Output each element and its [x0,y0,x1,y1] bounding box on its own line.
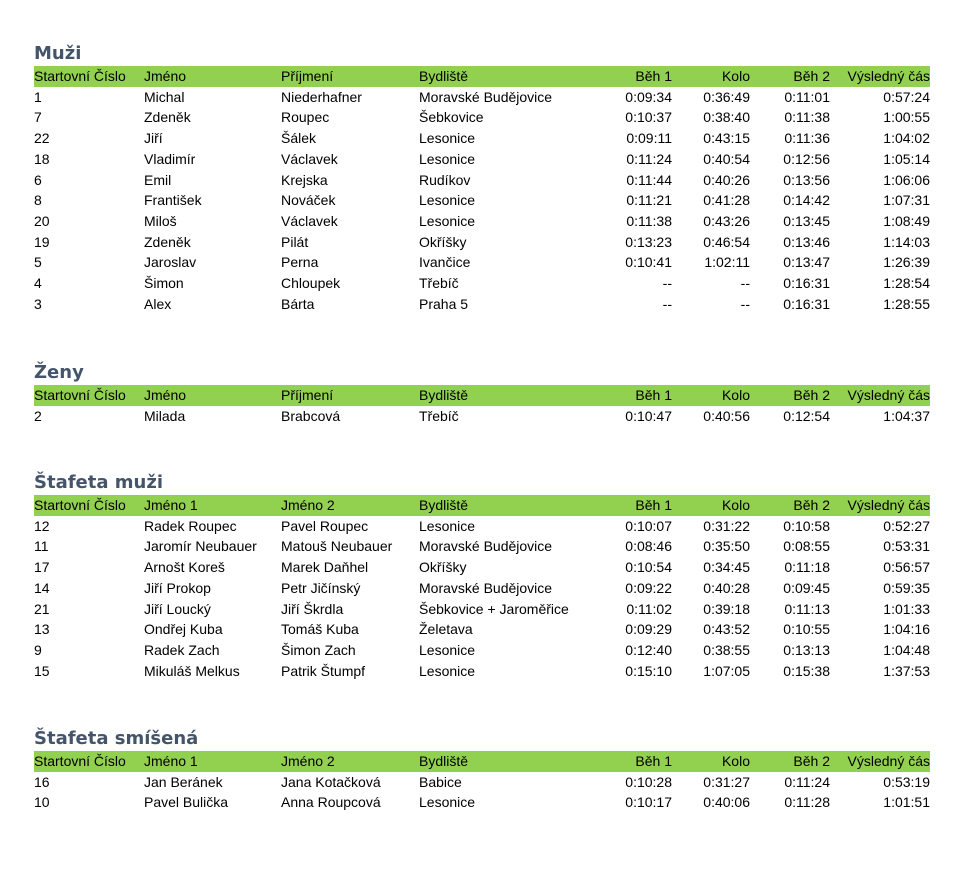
table-cell: 19 [34,233,50,250]
column-header: Běh 2 [793,497,830,513]
table-cell: 0:11:38 [784,109,830,126]
table-cell: 0:16:31 [783,295,830,312]
table-cell: Petr Jičínský [281,579,361,596]
column-header: Výsledný čás [847,68,930,84]
table-cell: 0:11:28 [784,794,830,811]
table-cell: 0:13:13 [783,641,830,658]
table-cell: Třebíč [419,407,459,424]
table-cell: 3 [34,295,42,312]
table-cell: 0:13:46 [783,233,830,250]
table-cell: Moravské Budějovice [419,538,553,555]
table-cell: 0:11:36 [784,130,830,147]
column-header: Kolo [721,387,750,403]
table-row [34,640,930,661]
table-cell: 5 [34,254,42,271]
column-header: Výsledný čás [847,387,930,403]
table-row [34,107,930,128]
table-row [34,211,930,232]
column-header: Bydliště [419,387,469,403]
table-cell: 0:38:55 [703,641,750,658]
column-header: Příjmení [281,68,334,84]
table-cell: 0:13:56 [783,171,830,188]
table-cell: Jana Kotačková [281,773,381,790]
table-cell: 0:40:26 [703,171,750,188]
table-cell: Třebíč [419,275,459,292]
table-header-row [34,66,930,87]
table-cell: 0:10:17 [625,794,672,811]
table-cell: 1 [34,88,42,105]
table-cell: Lesonice [419,794,476,811]
table-cell: 0:59:35 [883,579,930,596]
table-cell: 0:16:31 [783,275,830,292]
table-cell: Želetava [419,621,473,638]
table-cell: Miloš [144,212,177,229]
table-cell: Lesonice [419,517,476,534]
table-cell: Emil [144,171,172,188]
table-cell: Vladimír [144,150,196,167]
table-cell: Lesonice [419,130,476,147]
table-cell: 0:11:24 [784,773,830,790]
table-cell: Rudíkov [419,171,471,188]
table-cell: Lesonice [419,662,476,679]
table-cell: 1:00:55 [883,109,930,126]
table-row [34,128,930,149]
table-cell: Šebkovice [419,109,484,126]
column-header: Kolo [721,68,750,84]
table-cell: 0:11:38 [626,212,672,229]
column-header: Příjmení [281,387,334,403]
table-cell: 1:04:16 [883,621,930,638]
table-cell: 0:12:56 [783,150,830,167]
table-cell: 14 [34,579,50,596]
table-cell: Radek Zach [144,641,220,658]
table-cell: 0:11:01 [784,88,830,105]
table-cell: 1:01:33 [883,600,930,617]
table-cell: 1:02:11 [704,254,750,271]
table-cell: 0:56:57 [883,559,930,576]
table-cell: Václavek [281,150,338,167]
table-cell: Šálek [281,130,317,147]
table-cell: 10 [34,794,50,811]
table-cell: -- [740,295,750,312]
table-cell: Michal [144,88,185,105]
table-cell: Jaromír Neubauer [144,538,257,555]
section-muzi [34,42,930,314]
table-cell: Alex [144,295,172,312]
table-cell: Brabcová [281,407,341,424]
column-header: Jméno 2 [281,497,335,513]
table-cell: Moravské Budějovice [419,88,553,105]
table-cell: 18 [34,150,50,167]
table-cell: 0:15:38 [783,662,830,679]
table-cell: Jaroslav [144,254,197,271]
table-cell: 0:13:47 [783,254,830,271]
table-cell: 0:08:55 [783,538,830,555]
table-cell: Ondřej Kuba [144,621,223,638]
table-cell: Nováček [281,192,336,209]
table-row [34,232,930,253]
table-cell: 0:46:54 [703,233,750,250]
table-cell: 21 [34,600,50,617]
table-cell: Okříšky [419,233,467,250]
section-title: Muži [34,43,82,64]
column-header: Běh 2 [793,387,830,403]
table-cell: 0:11:21 [626,192,672,209]
table-cell: 22 [34,130,50,147]
table-cell: -- [740,275,750,292]
table-cell: Perna [281,254,319,271]
table-header-row [34,385,930,406]
column-header: Bydliště [419,753,469,769]
table-cell: 0:52:27 [883,517,930,534]
column-header: Kolo [721,753,750,769]
table-cell: 2 [34,407,42,424]
column-header: Startovní Číslo [34,68,126,84]
table-cell: Ivančice [419,254,471,271]
table-cell: 8 [34,192,42,209]
table-cell: Praha 5 [419,295,469,312]
table-cell: 1:37:53 [883,662,930,679]
table-cell: 1:08:49 [883,212,930,229]
table-cell: Lesonice [419,192,476,209]
table-cell: Jiří [144,130,163,147]
section-title: Štafeta muži [34,472,163,493]
column-header: Jméno [144,387,187,403]
table-cell: Jiří Škrdla [281,600,344,617]
table-cell: Moravské Budějovice [419,579,553,596]
table-header-row [34,495,930,516]
table-cell: Marek Daňhel [281,559,369,576]
column-header: Bydliště [419,68,469,84]
section-zeny [34,361,930,426]
column-header: Kolo [721,497,750,513]
table-cell: 0:11:02 [626,600,672,617]
column-header: Jméno 1 [144,753,198,769]
table-cell: 0:09:45 [783,579,830,596]
table-cell: 0:10:07 [625,517,672,534]
table-cell: 4 [34,275,42,292]
table-cell: 0:11:24 [626,150,672,167]
table-row [34,87,930,108]
table-row [34,772,930,793]
results-table [34,66,930,314]
table-cell: Milada [144,407,186,424]
table-cell: 7 [34,109,42,126]
table-cell: 0:43:15 [703,130,750,147]
table-cell: 1:26:39 [883,254,930,271]
column-header: Běh 1 [635,387,672,403]
table-cell: Jan Beránek [144,773,223,790]
column-header: Jméno 1 [144,497,198,513]
table-cell: 16 [34,773,50,790]
column-header: Startovní Číslo [34,387,126,403]
table-cell: 0:31:22 [703,517,750,534]
table-cell: 0:34:45 [703,559,750,576]
table-cell: -- [662,275,672,292]
table-cell: 6 [34,171,42,188]
table-row [34,619,930,640]
table-row [34,792,930,813]
table-cell: 0:11:13 [784,600,830,617]
table-row [34,661,930,682]
table-cell: Šimon Zach [281,641,356,658]
table-cell: Tomáš Kuba [281,621,359,638]
table-cell: Arnošt Koreš [144,559,225,576]
table-cell: 1:01:51 [883,794,930,811]
results-table [34,751,930,813]
column-header: Jméno [144,68,187,84]
table-cell: 13 [34,621,50,638]
table-row [34,170,930,191]
table-cell: 0:38:40 [703,109,750,126]
table-row [34,273,930,294]
table-cell: 0:14:42 [783,192,830,209]
table-cell: 1:05:14 [883,150,930,167]
table-cell: Babice [419,773,462,790]
column-header: Běh 2 [793,68,830,84]
table-cell: 0:09:11 [626,130,672,147]
table-header-row [34,751,930,772]
table-cell: Radek Roupec [144,517,237,534]
section-stafeta-muzi [34,471,930,681]
table-cell: 1:04:02 [883,130,930,147]
table-cell: Pavel Bulička [144,794,229,811]
table-cell: Jiří Prokop [144,579,211,596]
table-cell: Roupec [281,109,330,126]
table-cell: Lesonice [419,212,476,229]
table-cell: 0:12:40 [625,641,672,658]
table-cell: Jiří Loucký [144,600,211,617]
table-cell: 0:41:28 [703,192,750,209]
table-cell: 0:10:55 [783,621,830,638]
column-header: Startovní Číslo [34,497,126,513]
table-row [34,252,930,273]
table-cell: 0:10:47 [625,407,672,424]
table-cell: 0:09:22 [625,579,672,596]
table-cell: Pilát [281,233,309,250]
table-cell: 12 [34,517,50,534]
table-cell: 0:31:27 [703,773,750,790]
table-row [34,578,930,599]
table-cell: 0:13:23 [625,233,672,250]
table-cell: 0:35:50 [703,538,750,555]
table-cell: 9 [34,641,42,658]
table-cell: 1:07:31 [883,192,930,209]
column-header: Bydliště [419,497,469,513]
column-header: Běh 1 [635,497,672,513]
table-cell: 11 [34,538,49,555]
section-title: Ženy [34,362,84,383]
table-cell: 0:11:44 [626,171,672,188]
table-cell: 17 [34,559,50,576]
table-cell: 0:10:41 [625,254,672,271]
table-cell: 0:39:18 [703,600,750,617]
table-cell: 1:04:48 [883,641,930,658]
column-header: Běh 1 [635,753,672,769]
table-row [34,190,930,211]
table-cell: Anna Roupcová [281,794,381,811]
table-cell: Lesonice [419,641,476,658]
table-cell: 15 [34,662,50,679]
table-row [34,149,930,170]
table-cell: Šebkovice + Jaroměřice [419,600,569,617]
table-cell: -- [662,295,672,312]
column-header: Jméno 2 [281,753,335,769]
table-cell: 0:40:28 [703,579,750,596]
table-cell: 0:36:49 [703,88,750,105]
table-cell: 1:28:54 [883,275,930,292]
table-cell: Niederhafner [281,88,362,105]
column-header: Běh 1 [635,68,672,84]
table-cell: 0:57:24 [883,88,930,105]
table-cell: 0:09:29 [625,621,672,638]
table-cell: 0:12:54 [783,407,830,424]
section-stafeta-smisena [34,727,930,813]
column-header: Startovní Číslo [34,753,126,769]
table-cell: Zdeněk [144,109,191,126]
section-title: Štafeta smíšená [34,728,199,749]
table-cell: 0:10:54 [625,559,672,576]
column-header: Výsledný čás [847,753,930,769]
table-cell: 1:07:05 [703,662,750,679]
table-row [34,557,930,578]
table-row [34,406,930,427]
table-cell: 0:09:34 [625,88,672,105]
results-table [34,385,930,426]
table-cell: 0:08:46 [625,538,672,555]
table-cell: Lesonice [419,150,476,167]
table-cell: 0:53:19 [883,773,930,790]
table-cell: Krejska [281,171,328,188]
table-cell: 0:15:10 [625,662,672,679]
table-cell: František [144,192,202,209]
table-cell: Václavek [281,212,338,229]
table-cell: 0:43:52 [703,621,750,638]
table-cell: Okříšky [419,559,467,576]
table-cell: 1:06:06 [883,171,930,188]
table-cell: 0:13:45 [783,212,830,229]
table-cell: 0:43:26 [703,212,750,229]
results-table [34,495,930,681]
table-cell: 0:10:58 [783,517,830,534]
table-cell: 0:40:06 [703,794,750,811]
table-row [34,536,930,557]
table-cell: Matouš Neubauer [281,538,393,555]
table-cell: 20 [34,212,50,229]
table-cell: 0:10:37 [625,109,672,126]
table-cell: 0:40:56 [703,407,750,424]
table-cell: 1:14:03 [883,233,930,250]
table-cell: Mikuláš Melkus [144,662,240,679]
table-cell: 0:10:28 [625,773,672,790]
table-cell: Zdeněk [144,233,191,250]
table-cell: Bárta [281,295,315,312]
table-cell: 1:28:55 [883,295,930,312]
table-cell: 0:11:18 [784,559,830,576]
table-row [34,294,930,315]
column-header: Výsledný čás [847,497,930,513]
table-cell: 0:53:31 [883,538,930,555]
table-cell: 1:04:37 [883,407,930,424]
table-cell: Šimon [144,275,184,292]
table-cell: Patrik Štumpf [281,662,366,679]
table-row [34,516,930,537]
table-cell: Chloupek [281,275,341,292]
table-cell: Pavel Roupec [281,517,369,534]
table-cell: 0:40:54 [703,150,750,167]
column-header: Běh 2 [793,753,830,769]
table-row [34,599,930,620]
